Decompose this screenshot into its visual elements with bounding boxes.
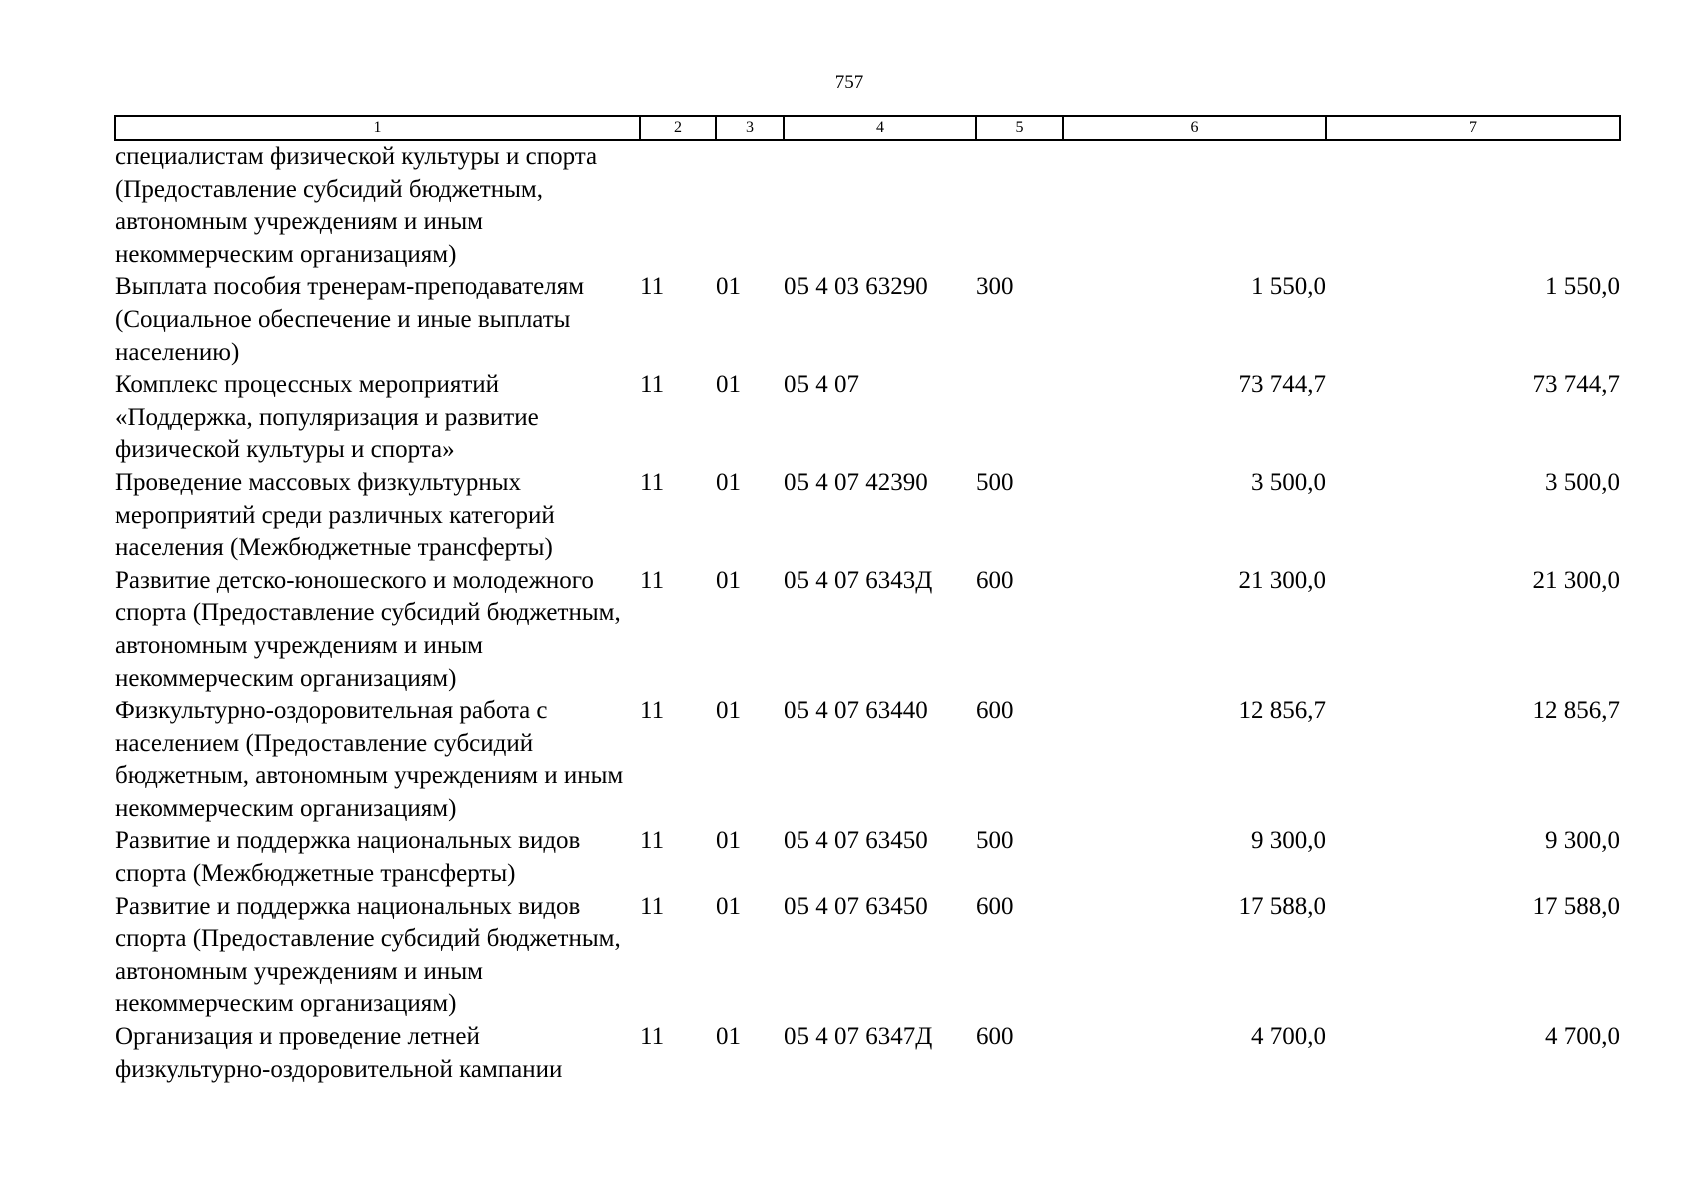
table-body [115,140,1620,1086]
target-article-cell: 05 4 03 63290 [784,273,928,301]
razdel-cell: 11 [640,273,665,301]
table-row [115,467,1620,565]
table-row [115,369,1620,467]
expense-type-cell: 600 [976,566,1014,594]
target-article-cell: 05 4 07 63450 [784,827,928,855]
razdel-cell: 11 [640,468,665,496]
amount-col7-cell: 12 856,7 [1532,697,1620,725]
amount-col6-cell: 73 744,7 [1238,371,1326,399]
row-name-cell: Физкультурно-оздоровительная работа с населением (Предоставление субсидий бюджетным, автономным учреждениям и иным некоммерческим организациям) [115,697,624,822]
amount-col7-cell: 1 550,0 [1545,273,1620,301]
expense-type-cell: 600 [976,892,1014,920]
podrazdel-cell: 01 [716,827,741,855]
expense-type-cell: 300 [976,273,1014,301]
column-header-5: 5 [976,116,1063,140]
row-name-cell: Развитие детско-юношеского и молодежного спорта (Предоставление субсидий бюджетным, автономным учреждениям и иным некоммерческим организациям) [115,566,621,692]
amount-col6-cell: 9 300,0 [1251,827,1326,855]
expense-type-cell: 600 [976,697,1014,725]
razdel-cell: 11 [640,1023,665,1051]
amount-col7-cell: 17 588,0 [1532,892,1620,920]
razdel-cell: 11 [640,697,665,725]
amount-col7-cell: 4 700,0 [1545,1023,1620,1051]
row-name-cell: Проведение массовых физкультурных мероприятий среди различных категорий населения (Межбюджетные трансферты) [115,468,555,562]
column-header-2: 2 [640,116,716,140]
row-name-cell: Выплата пособия тренерам-преподавателям (Социальное обеспечение и иные выплаты населению) [115,273,585,366]
target-article-cell: 05 4 07 63450 [784,892,928,920]
table-row [115,825,1620,890]
amount-col6-cell: 4 700,0 [1251,1023,1326,1051]
row-name-cell: Комплекс процессных мероприятий «Поддержка, популяризация и развитие физической культуры и спорта» [115,371,539,464]
row-name-cell: Развитие и поддержка национальных видов спорта (Предоставление субсидий бюджетным, автономным учреждениям и иным некоммерческим организациям) [115,892,621,1018]
expense-type-cell [976,140,1063,271]
table-row [115,140,1620,271]
target-article-cell: 05 4 07 [784,371,859,399]
target-article-cell: 05 4 07 6347Д [784,1023,933,1051]
razdel-cell: 11 [640,566,665,594]
expense-type-cell [976,369,1063,467]
podrazdel-cell: 01 [716,371,741,399]
expense-type-cell: 600 [976,1023,1014,1051]
podrazdel-cell: 01 [716,566,741,594]
target-article-cell [784,140,976,271]
column-header-4: 4 [784,116,976,140]
expense-type-cell: 500 [976,827,1014,855]
amount-col6-cell: 12 856,7 [1238,697,1326,725]
amount-col6-cell: 1 550,0 [1251,273,1326,301]
razdel-cell: 11 [640,827,665,855]
razdel-cell: 11 [640,371,665,399]
table-row [115,695,1620,825]
row-name-cell: специалистам физической культуры и спорта (Предоставление субсидий бюджетным, автономным учреждениям и иным некоммерческим организациям) [115,143,598,268]
amount-col6-cell: 3 500,0 [1251,468,1326,496]
table-row [115,891,1620,1021]
amount-col6-cell: 21 300,0 [1238,566,1326,594]
razdel-cell [640,140,716,271]
table-row [115,1021,1620,1086]
table-row [115,271,1620,369]
target-article-cell: 05 4 07 42390 [784,468,928,496]
page-number: 757 [834,72,864,93]
target-article-cell: 05 4 07 63440 [784,697,928,725]
target-article-cell: 05 4 07 6343Д [784,566,933,594]
table-row [115,565,1620,695]
amount-col7-cell: 73 744,7 [1532,371,1620,399]
podrazdel-cell: 01 [716,468,741,496]
amount-col6-cell [1063,140,1326,271]
table-header [115,116,1620,140]
amount-col7-cell: 21 300,0 [1532,566,1620,594]
column-header-6: 6 [1063,116,1326,140]
header-row [115,116,1620,140]
row-name-cell: Развитие и поддержка национальных видов спорта (Межбюджетные трансферты) [115,827,581,888]
row-name-cell: Организация и проведение летней физкультурно-оздоровительной кампании [115,1023,563,1083]
column-header-1: 1 [115,116,640,140]
podrazdel-cell [716,140,784,271]
podrazdel-cell: 01 [716,892,741,920]
podrazdel-cell: 01 [716,273,741,301]
budget-table [114,115,1621,1086]
razdel-cell: 11 [640,892,665,920]
column-header-3: 3 [716,116,784,140]
amount-col7-cell: 3 500,0 [1545,468,1620,496]
column-header-7: 7 [1326,116,1620,140]
podrazdel-cell: 01 [716,1023,741,1051]
amount-col7-cell [1326,140,1620,271]
expense-type-cell: 500 [976,468,1014,496]
amount-col6-cell: 17 588,0 [1238,892,1326,920]
podrazdel-cell: 01 [716,697,741,725]
amount-col7-cell: 9 300,0 [1545,827,1620,855]
